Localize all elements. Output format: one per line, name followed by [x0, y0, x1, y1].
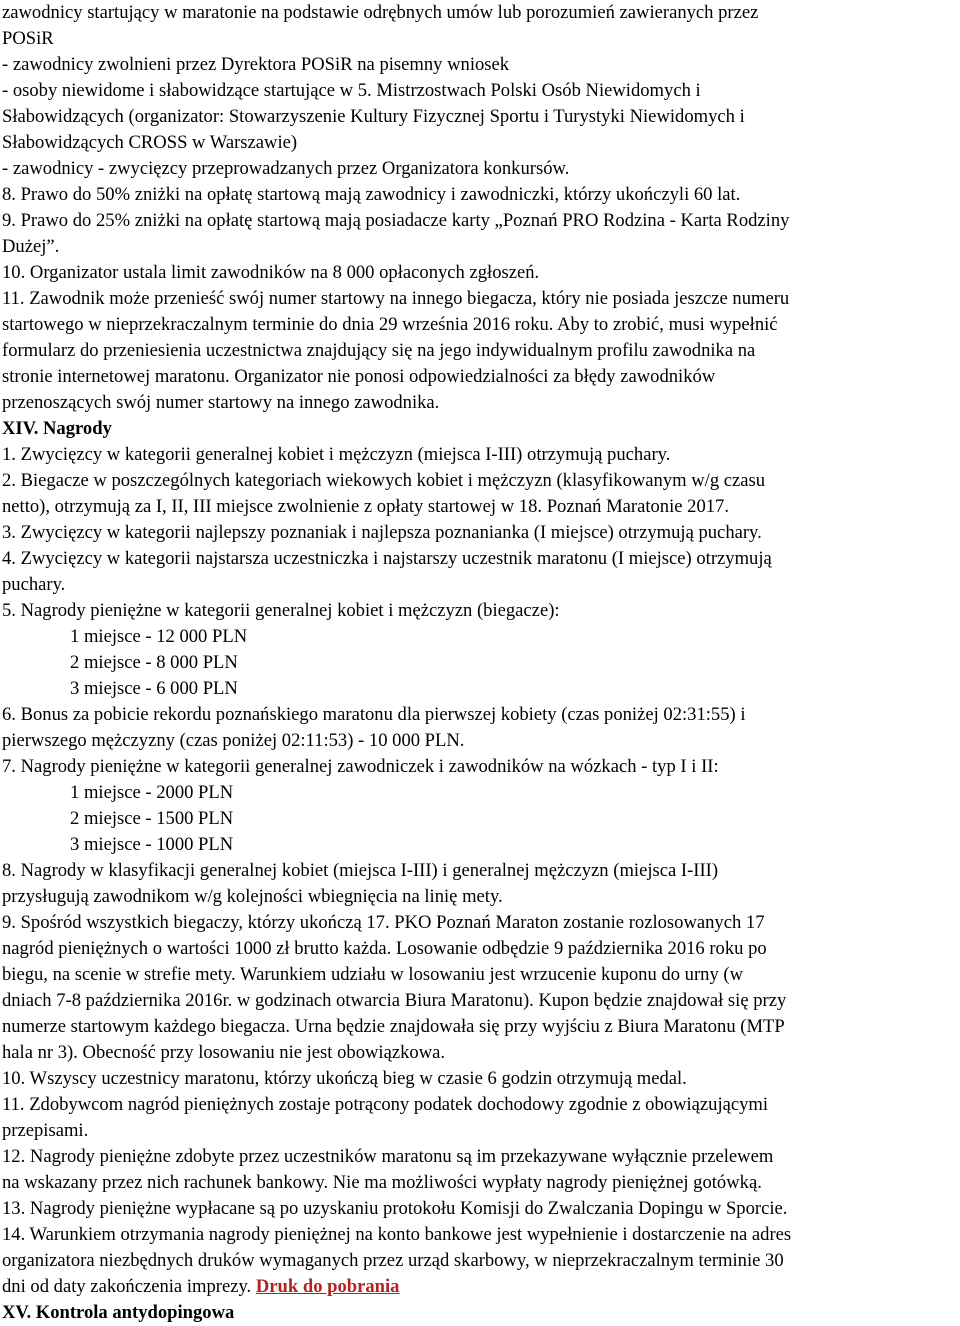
- text-line: 10. Organizator ustala limit zawodników na 8 000 opłaconych zgłoszeń.: [2, 262, 540, 283]
- text-line: formularz do przeniesienia uczestnictwa znajdujący się na jego indywidualnym profilu zawodnika na: [2, 340, 756, 361]
- text-line: startowego w nieprzekraczalnym terminie do dnia 29 września 2016 roku. Aby to zrobić, musi wypełnić: [2, 314, 778, 335]
- text-line: 14. Warunkiem otrzymania nagrody pieniężnej na konto bankowe jest wypełnienie i dostarczenie na adres: [2, 1224, 792, 1245]
- text-line: Słabowidzących (organizator: Stowarzyszenie Kultury Fizycznej Sportu i Turystyki Niewidomych i: [2, 106, 745, 127]
- text-line: biegu, na scenie w strefie mety. Warunkiem udziału w losowaniu jest wrzucenie kuponu do urny (w: [2, 964, 744, 985]
- download-form-link[interactable]: Druk do pobrania: [255, 1276, 400, 1297]
- text-line: dniach 7-8 października 2016r. w godzinach otwarcia Biura Maratonu). Kupon będzie znajdował się przy: [2, 990, 787, 1011]
- text-line: organizatora niezbędnych druków wymaganych przez urząd skarbowy, w nieprzekraczalnym terminie 30: [2, 1250, 784, 1271]
- text-line: 9. Spośród wszystkich biegaczy, którzy ukończą 17. PKO Poznań Maraton zostanie rozlosowanych 17: [2, 912, 765, 933]
- section-heading: XV. Kontrola antydopingowa: [2, 1302, 235, 1323]
- prize-line: 3 miejsce - 1000 PLN: [70, 834, 234, 855]
- text-line: przysługują zawodnikom w/g kolejności wbiegnięcia na linię mety.: [2, 886, 503, 907]
- text-fragment: dni od daty zakończenia imprezy.: [2, 1276, 256, 1297]
- text-line: - zawodnicy - zwycięzcy przeprowadzanych przez Organizatora konkursów.: [2, 158, 570, 179]
- text-line: 10. Wszyscy uczestnicy maratonu, którzy ukończą bieg w czasie 6 godzin otrzymują medal.: [2, 1068, 687, 1089]
- text-line: Dużej”.: [2, 236, 60, 257]
- text-line: 2. Biegacze w poszczególnych kategoriach wiekowych kobiet i mężczyzn (klasyfikowanym w/g czasu: [2, 470, 766, 491]
- text-line-with-link: [2, 1274, 958, 1300]
- text-line: 1. Zwycięzcy w kategorii generalnej kobiet i mężczyzn (miejsca I-III) otrzymują puchary.: [2, 444, 671, 465]
- text-line: przepisami.: [2, 1120, 89, 1141]
- text-line: Słabowidzących CROSS w Warszawie): [2, 132, 298, 153]
- prize-line: 2 miejsce - 8 000 PLN: [70, 652, 238, 673]
- text-line: POSiR: [2, 28, 54, 49]
- text-line: stronie internetowej maratonu. Organizator nie ponosi odpowiedzialności za błędy zawodników: [2, 366, 716, 387]
- text-line: 9. Prawo do 25% zniżki na opłatę startową mają posiadacze karty „Poznań PRO Rodzina - Karta Rodziny: [2, 210, 790, 231]
- prize-line: 1 miejsce - 12 000 PLN: [70, 626, 248, 647]
- text-line: pierwszego mężczyzny (czas poniżej 02:11:53) - 10 000 PLN.: [2, 730, 465, 751]
- text-line: hala nr 3). Obecność przy losowaniu nie jest obowiązkowa.: [2, 1042, 446, 1063]
- prize-line: 1 miejsce - 2000 PLN: [70, 782, 234, 803]
- text-line: przenoszących swój numer startowy na innego zawodnika.: [2, 392, 440, 413]
- section-heading: XIV. Nagrody: [2, 418, 112, 439]
- text-line: 8. Nagrody w klasyfikacji generalnej kobiet (miejsca I-III) i generalnej mężczyzn (miejsca I-III): [2, 860, 719, 881]
- text-line: 6. Bonus za pobicie rekordu poznańskiego maratonu dla pierwszej kobiety (czas poniżej 02:31:55) i: [2, 704, 746, 725]
- prize-line: 3 miejsce - 6 000 PLN: [70, 678, 238, 699]
- text-line: netto), otrzymują za I, II, III miejsce zwolnienie z opłaty startowej w 18. Poznań Maratonie 2017.: [2, 496, 729, 517]
- text-line: 8. Prawo do 50% zniżki na opłatę startową mają zawodnicy i zawodniczki, którzy ukończyli 60 lat.: [2, 184, 741, 205]
- text-line: 5. Nagrody pieniężne w kategorii generalnej kobiet i mężczyzn (biegacze):: [2, 600, 560, 621]
- text-line: 11. Zdobywcom nagród pieniężnych zostaje potrącony podatek dochodowy zgodnie z obowiązującymi: [2, 1094, 769, 1115]
- text-line: 13. Nagrody pieniężne wypłacane są po uzyskaniu protokołu Komisji do Zwalczania Dopingu w Sporcie.: [2, 1198, 788, 1219]
- text-line: - osoby niewidome i słabowidzące startujące w 5. Mistrzostwach Polski Osób Niewidomych i: [2, 80, 701, 101]
- text-line: 11. Zawodnik może przenieść swój numer startowy na innego biegacza, który nie posiada jeszcze numeru: [2, 288, 790, 309]
- text-line: 12. Nagrody pieniężne zdobyte przez uczestników maratonu są im przekazywane wyłącznie przelewem: [2, 1146, 774, 1167]
- text-line: puchary.: [2, 574, 66, 595]
- text-line: - zawodnicy zwolnieni przez Dyrektora POSiR na pisemny wniosek: [2, 54, 510, 75]
- text-line: 7. Nagrody pieniężne w kategorii generalnej zawodniczek i zawodników na wózkach - typ I i II:: [2, 756, 719, 777]
- text-line: na wskazany przez nich rachunek bankowy. Nie ma możliwości wypłaty nagrody pieniężnej gotówką.: [2, 1172, 762, 1193]
- text-line: 3. Zwycięzcy w kategorii najlepszy poznaniak i najlepsza poznanianka (I miejsce) otrzymują puchary.: [2, 522, 762, 543]
- text-line: nagród pieniężnych o wartości 1000 zł brutto każda. Losowanie odbędzie 9 października 2016 roku po: [2, 938, 767, 959]
- text-line: zawodnicy startujący w maratonie na podstawie odrębnych umów lub porozumień zawieranych przez: [2, 2, 759, 23]
- text-line: numerze startowym każdego biegacza. Urna będzie znajdowała się przy wyjściu z Biura Maratonu (MTP: [2, 1016, 785, 1037]
- text-line: 4. Zwycięzcy w kategorii najstarsza uczestniczka i najstarszy uczestnik maratonu (I miejsce) otrzymują: [2, 548, 772, 569]
- prize-line: 2 miejsce - 1500 PLN: [70, 808, 234, 829]
